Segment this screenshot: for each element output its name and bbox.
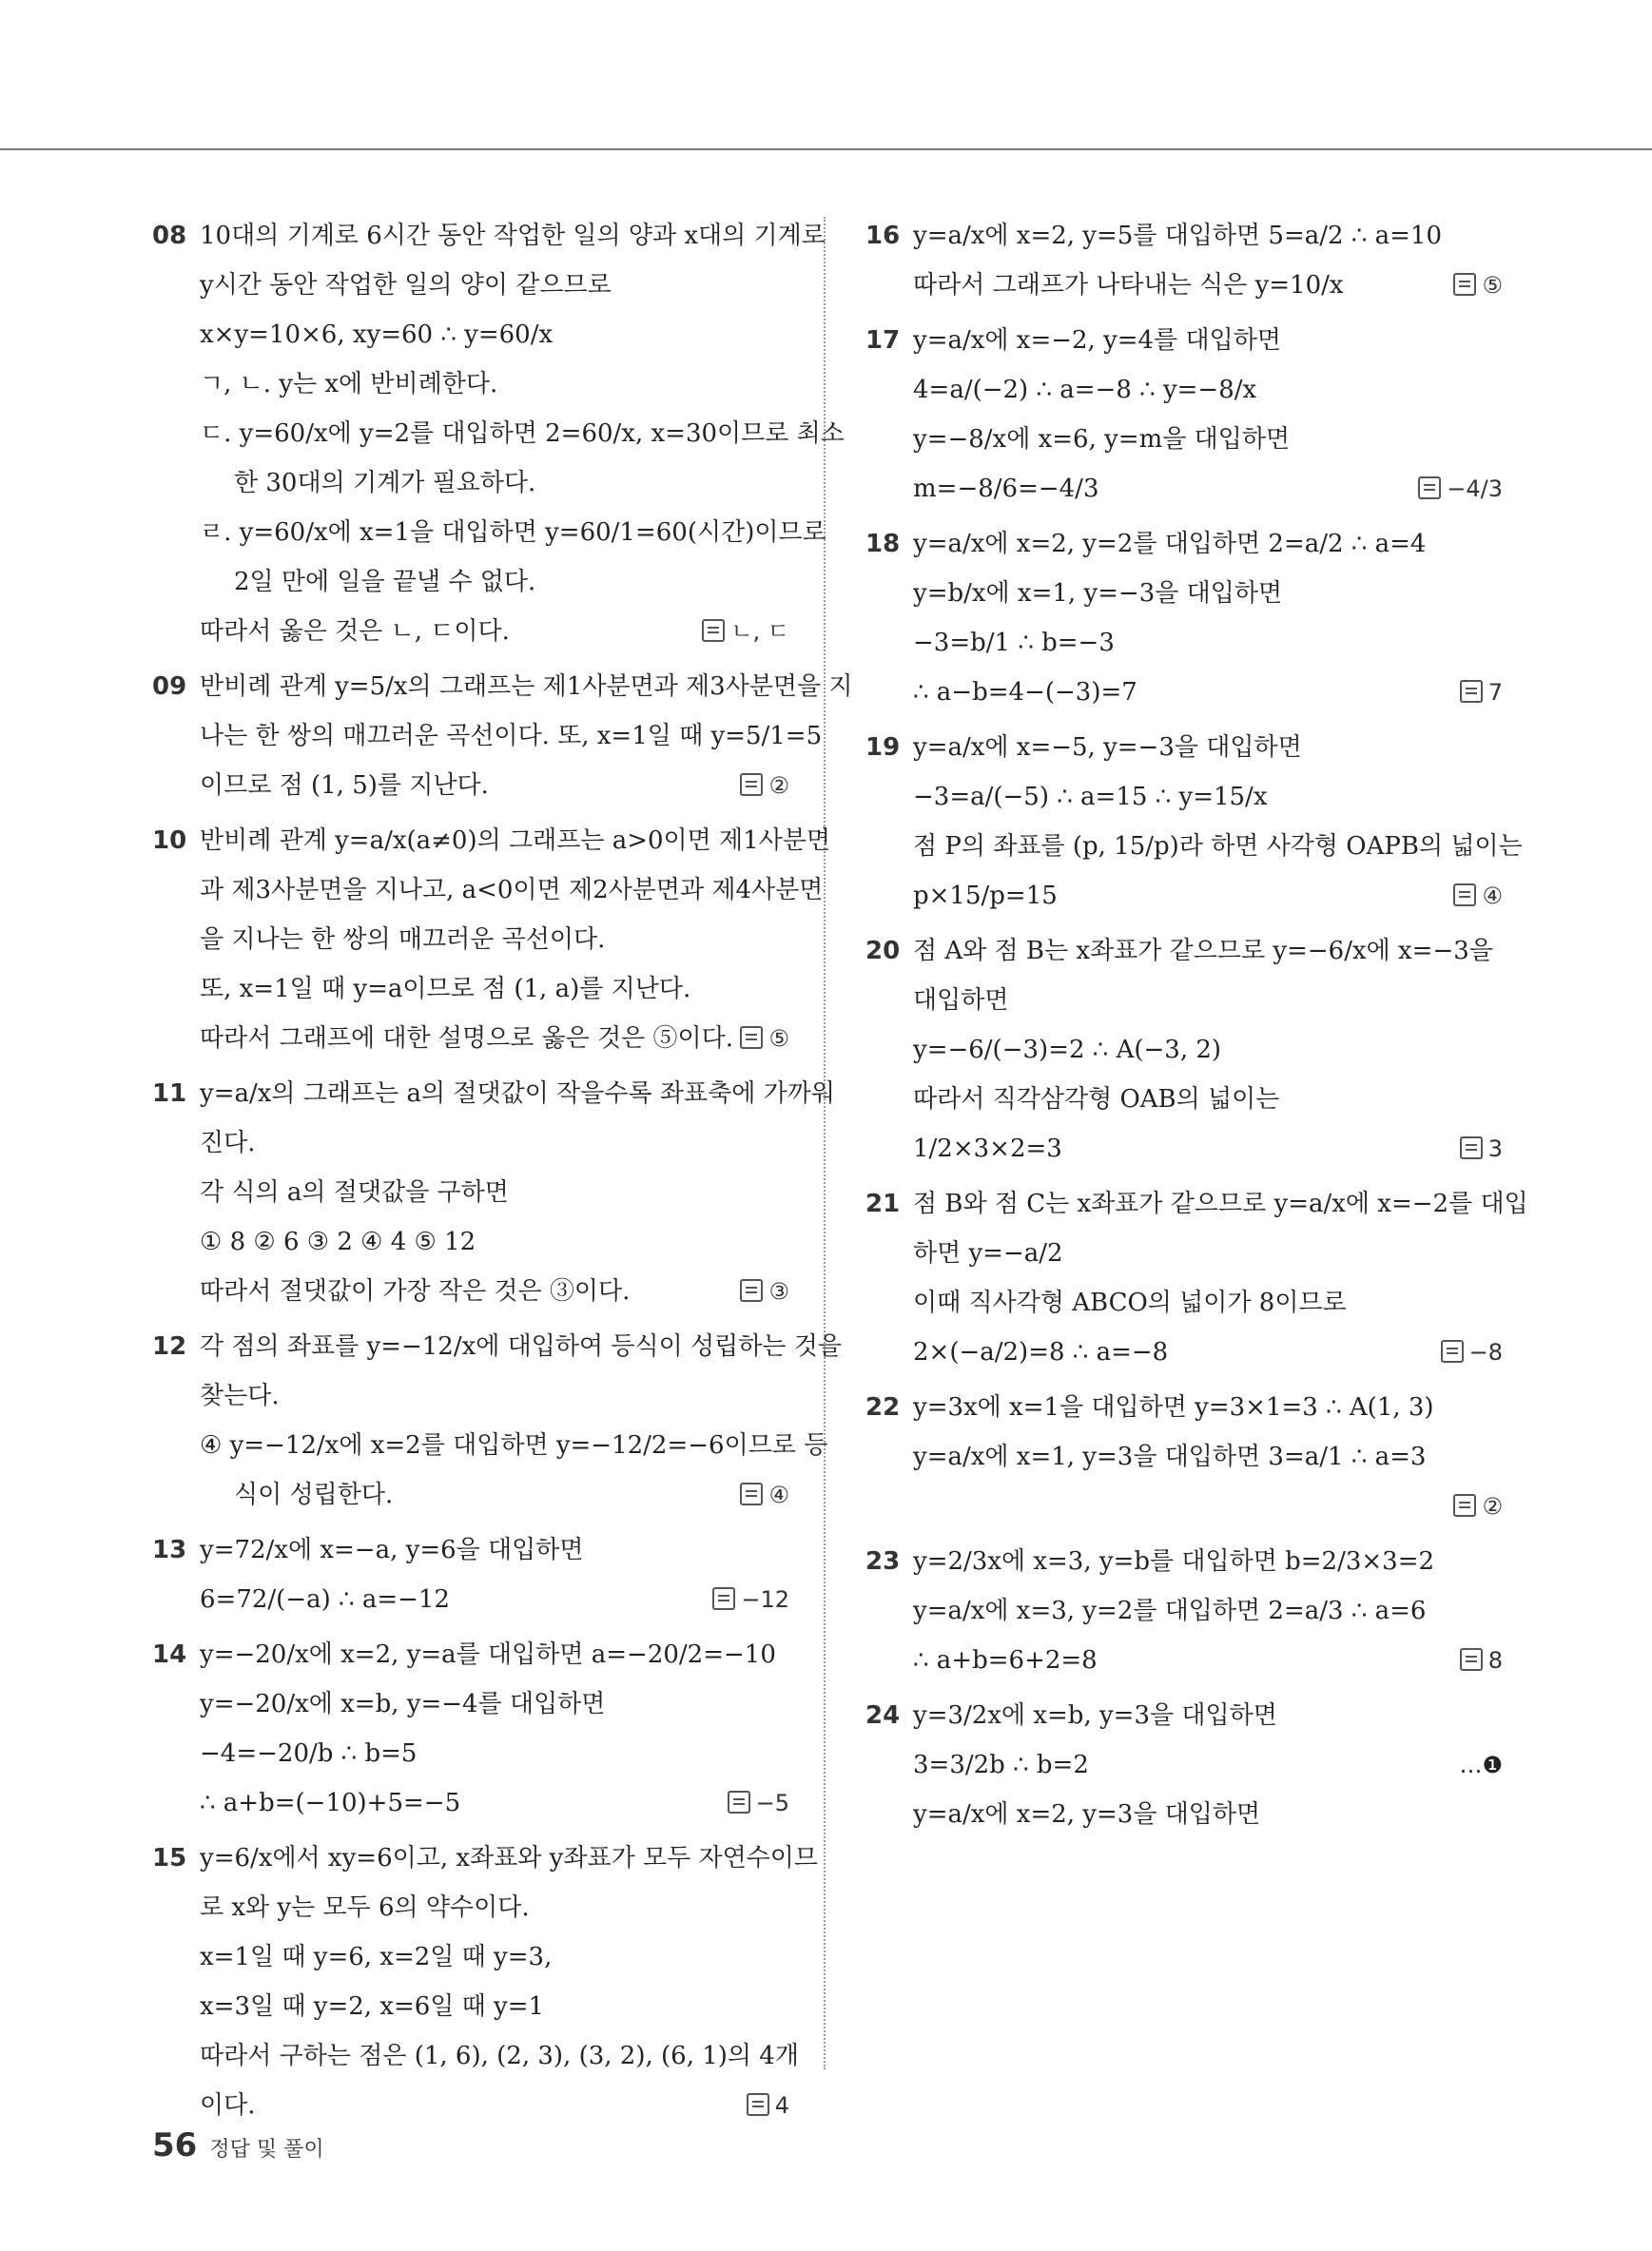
problem-20: [865, 926, 1503, 1174]
solution-line: [200, 261, 789, 310]
solution-line: [200, 816, 831, 865]
answer-icon: [1460, 1136, 1483, 1159]
answer-icon: [740, 773, 763, 796]
problem-17: [865, 316, 1503, 514]
line-text: x=3일 때 y=2, x=6일 때 y=1: [200, 1992, 545, 2021]
problem-19: [865, 723, 1523, 921]
solution-line: [200, 1883, 789, 1932]
problem-21: [865, 1179, 1528, 1377]
solution-line: [200, 1982, 789, 2031]
answer-mark: [740, 1470, 789, 1520]
answer-icon: [1441, 1340, 1464, 1363]
answer-text: ②: [768, 772, 789, 799]
line-text: y=72/x에 x=−a, y=6을 대입하면: [200, 1536, 584, 1564]
line-text: 반비례 관계 y=5/x의 그래프는 제1사분면과 제3사분면을 지: [200, 672, 853, 701]
problem-number: 09: [152, 672, 187, 701]
line-text: 이므로 점 (1, 5)를 지난다.: [200, 771, 489, 800]
answer-icon: [740, 1026, 763, 1049]
solution-line: [200, 1630, 789, 1679]
answer-icon: [1453, 273, 1476, 296]
line-text: ∴ a+b=(−10)+5=−5: [200, 1789, 461, 1817]
line-text: 찾는다.: [200, 1382, 280, 1410]
answer-text: ④: [768, 1482, 789, 1508]
problem-16: [865, 211, 1503, 310]
problem-number: 23: [865, 1547, 901, 1576]
line-text: y=a/x의 그래프는 a의 절댓값이 작을수록 좌표축에 가까워: [200, 1079, 835, 1108]
solution-line: [200, 662, 853, 711]
page-number: 56: [152, 2126, 198, 2164]
problem-number: 17: [865, 326, 901, 355]
solution-line: [913, 1075, 1503, 1124]
answer-mark: [1441, 1328, 1503, 1377]
line-text: y=3x에 x=1을 대입하면 y=3×1=3 ∴ A(1, 3): [913, 1393, 1434, 1422]
problem-number: 10: [152, 826, 187, 855]
solution-line: [913, 1124, 1503, 1174]
solution-line: [200, 359, 789, 409]
solution-line: [913, 1328, 1503, 1377]
solution-line: [200, 1421, 828, 1470]
line-text: m=−8/6=−4/3: [913, 475, 1099, 503]
line-text: 2×(−a/2)=8 ∴ a=−8: [913, 1338, 1169, 1367]
problem-14: [152, 1630, 789, 1828]
line-text: y=6/x에서 xy=6이고, x좌표와 y좌표가 모두 자연수이므: [200, 1844, 819, 1873]
problem-number: 24: [865, 1701, 901, 1730]
answer-text: ③: [768, 1278, 789, 1305]
line-text: y=a/x에 x=−5, y=−3을 대입하면: [913, 733, 1302, 762]
solution-line: [913, 464, 1503, 514]
answer-mark: [740, 761, 789, 810]
line-text: 한 30대의 기계가 필요하다.: [234, 469, 536, 497]
solution-line: [200, 1525, 789, 1575]
answer-text: 3: [1487, 1135, 1503, 1162]
line-text: y시간 동안 작업한 일의 양이 같으므로: [200, 271, 612, 300]
problem-13: [152, 1525, 789, 1624]
answer-mark: [1460, 1124, 1503, 1174]
answer-text: −8: [1468, 1339, 1503, 1366]
solution-line: [913, 926, 1503, 976]
left-column: [152, 211, 853, 2136]
solution-line: [913, 316, 1503, 365]
problem-number: 21: [865, 1190, 901, 1218]
problem-12: [152, 1322, 842, 1520]
answer-mark: [1460, 1636, 1503, 1685]
answer-text: ②: [1482, 1493, 1503, 1520]
problem-23: [865, 1537, 1503, 1685]
problem-number: 22: [865, 1393, 901, 1422]
answer-mark: [1453, 261, 1503, 310]
line-text: −3=b/1 ∴ b=−3: [913, 629, 1115, 657]
answer-text: 8: [1487, 1647, 1503, 1674]
solution-line: [200, 409, 845, 458]
line-text: x×y=10×6, xy=60 ∴ y=60/x: [200, 320, 554, 349]
line-text: ㄱ, ㄴ. y는 x에 반비례한다.: [200, 370, 498, 398]
solution-line: [913, 1537, 1503, 1586]
solution-line: [200, 1217, 789, 1267]
answer-text: ④: [1482, 883, 1503, 909]
solution-line: [913, 1691, 1503, 1740]
line-text: 대입하면: [913, 986, 1009, 1015]
line-text: x=1일 때 y=6, x=2일 때 y=3,: [200, 1943, 553, 1971]
line-text: p×15/p=15: [913, 882, 1058, 910]
solution-line: [913, 1229, 1503, 1278]
answer-icon: [1418, 476, 1441, 499]
line-text: y=−20/x에 x=2, y=a를 대입하면 a=−20/2=−10: [200, 1640, 776, 1669]
page-footer: [152, 2126, 324, 2164]
step-marker: …❶: [1459, 1752, 1503, 1778]
line-text: 따라서 직각삼각형 OAB의 넓이는: [913, 1085, 1280, 1114]
answer-mark: [712, 1575, 789, 1624]
answer-text: 7: [1487, 679, 1503, 706]
solution-line: [200, 1778, 789, 1828]
line-text: 나는 한 쌍의 매끄러운 곡선이다. 또, x=1일 때 y=5/1=5: [200, 722, 823, 750]
line-text: 또, x=1일 때 y=a이므로 점 (1, a)를 지난다.: [200, 975, 691, 1003]
answer-icon: [740, 1483, 763, 1505]
problem-18: [865, 519, 1503, 717]
line-text: y=a/x에 x=−2, y=4를 대입하면: [913, 326, 1281, 355]
answer-mark: [1453, 871, 1503, 921]
solution-line: [200, 1575, 789, 1624]
line-text: 6=72/(−a) ∴ a=−12: [200, 1585, 450, 1614]
problem-number: 14: [152, 1640, 187, 1669]
problem-10: [152, 816, 831, 1063]
line-text: ∴ a+b=6+2=8: [913, 1646, 1098, 1675]
answer-icon: [702, 619, 725, 642]
answer-text: ㄴ, ㄷ: [730, 618, 789, 645]
answer-mark: [1453, 1482, 1503, 1531]
line-text: 진다.: [200, 1129, 256, 1157]
footer-label: 정답 및 풀이: [209, 2138, 324, 2162]
line-text: y=b/x에 x=1, y=−3을 대입하면: [913, 579, 1283, 608]
solution-line: [913, 1482, 1503, 1531]
solution-line: [200, 1679, 789, 1729]
solution-line: [913, 1383, 1503, 1432]
solution-line: [200, 211, 826, 261]
solution-line: [200, 1069, 835, 1118]
line-text: 반비례 관계 y=a/x(a≠0)의 그래프는 a>0이면 제1사분면: [200, 826, 831, 855]
problem-08: [152, 211, 845, 656]
line-text: ㄹ. y=60/x에 x=1을 대입하면 y=60/1=60(시간)이므로: [200, 518, 826, 547]
answer-icon: [712, 1587, 735, 1610]
line-text: 따라서 옳은 것은 ㄴ, ㄷ이다.: [200, 617, 510, 646]
solution-line: [200, 1371, 789, 1421]
line-text: ㄷ. y=60/x에 y=2를 대입하면 2=60/x, x=30이므로 최소: [200, 419, 845, 448]
solution-line: [200, 458, 789, 508]
solution-line: [913, 569, 1503, 618]
answer-text: ⑤: [1482, 272, 1503, 299]
line-text: 식이 성립한다.: [234, 1481, 394, 1509]
solution-line: [913, 1179, 1528, 1229]
solution-line: [913, 822, 1523, 871]
answer-icon: [728, 1791, 750, 1814]
solution-line: [913, 211, 1503, 261]
line-text: 1/2×3×2=3: [913, 1135, 1062, 1163]
solution-line: [913, 618, 1503, 668]
line-text: y=a/x에 x=1, y=3을 대입하면 3=a/1 ∴ a=3: [913, 1443, 1427, 1471]
line-text: 따라서 그래프에 대한 설명으로 옳은 것은 ⑤이다.: [200, 1024, 734, 1053]
solution-line: [200, 1729, 789, 1778]
line-text: 3=3/2b ∴ b=2: [913, 1751, 1089, 1779]
line-text: y=−20/x에 x=b, y=−4를 대입하면: [200, 1690, 606, 1718]
solution-line: [913, 772, 1503, 822]
answer-mark: [747, 2081, 789, 2130]
solution-line: [913, 1025, 1503, 1075]
problem-09: [152, 662, 853, 810]
answer-mark: [702, 607, 789, 656]
solution-line: [200, 1834, 819, 1883]
line-text: y=2/3x에 x=3, y=b를 대입하면 b=2/3×3=2: [913, 1547, 1435, 1576]
solution-line: [200, 310, 789, 359]
problem-number: 19: [865, 733, 901, 762]
problem-number: 20: [865, 937, 901, 965]
solution-line: [913, 519, 1503, 569]
line-text: y=a/x에 x=2, y=3을 대입하면: [913, 1800, 1261, 1829]
solution-line: [200, 1267, 789, 1316]
answer-text: ⑤: [768, 1025, 789, 1052]
solution-line: [200, 557, 789, 607]
answer-mark: [1460, 668, 1503, 717]
problem-number: 08: [152, 222, 187, 250]
problem-number: 18: [865, 530, 901, 558]
problem-number: 12: [152, 1332, 187, 1361]
answer-icon: [747, 2093, 769, 2116]
solution-line: [200, 711, 823, 761]
solution-line: [200, 1168, 789, 1217]
answer-mark: [728, 1778, 789, 1828]
answer-mark: [740, 1267, 789, 1316]
line-text: y=−8/x에 x=6, y=m을 대입하면: [913, 425, 1291, 454]
solution-line: [913, 1432, 1503, 1482]
problem-number: 15: [152, 1844, 187, 1873]
line-text: −4=−20/b ∴ b=5: [200, 1739, 418, 1768]
solution-line: [200, 508, 826, 557]
solution-line: [200, 1118, 789, 1168]
line-text: 따라서 구하는 점은 (1, 6), (2, 3), (3, 2), (6, 1)의 4개: [200, 2042, 799, 2070]
solution-line: [913, 1636, 1503, 1685]
solution-line: [913, 723, 1503, 772]
right-column: [865, 211, 1528, 1845]
line-text: 10대의 기계로 6시간 동안 작업한 일의 양과 x대의 기계로: [200, 222, 826, 250]
line-text: y=−6/(−3)=2 ∴ A(−3, 2): [913, 1036, 1222, 1064]
line-text: y=a/x에 x=3, y=2를 대입하면 2=a/3 ∴ a=6: [913, 1597, 1427, 1625]
line-text: 점 A와 점 B는 x좌표가 같으므로 y=−6/x에 x=−3을: [913, 937, 1493, 965]
solution-line: [913, 365, 1503, 415]
line-text: 각 식의 a의 절댓값을 구하면: [200, 1178, 509, 1207]
answer-icon: [740, 1279, 763, 1302]
answer-mark: [740, 1014, 789, 1063]
solution-line: [913, 261, 1503, 310]
solution-line: [913, 1278, 1503, 1328]
line-text: 과 제3사분면을 지나고, a<0이면 제2사분면과 제4사분면: [200, 876, 824, 904]
line-text: 하면 y=−a/2: [913, 1239, 1063, 1268]
line-text: y=3/2x에 x=b, y=3을 대입하면: [913, 1701, 1277, 1730]
line-text: 이때 직사각형 ABCO의 넓이가 8이므로: [913, 1289, 1347, 1317]
line-text: ④ y=−12/x에 x=2를 대입하면 y=−12/2=−6이므로 등: [200, 1431, 828, 1460]
line-text: 을 지나는 한 쌍의 매끄러운 곡선이다.: [200, 925, 606, 954]
line-text: 따라서 절댓값이 가장 작은 것은 ③이다.: [200, 1277, 631, 1306]
answer-text: −5: [755, 1790, 789, 1816]
solution-line: [200, 1014, 789, 1063]
line-text: 2일 만에 일을 끝낼 수 없다.: [234, 568, 536, 596]
line-text: 4=a/(−2) ∴ a=−8 ∴ y=−8/x: [913, 376, 1257, 404]
problem-15: [152, 1834, 819, 2130]
solution-line: [200, 2031, 799, 2081]
line-text: 각 점의 좌표를 y=−12/x에 대입하여 등식이 성립하는 것을: [200, 1332, 842, 1361]
line-text: 점 P의 좌표를 (p, 15/p)라 하면 사각형 OAPB의 넓이는: [913, 832, 1523, 861]
line-text: −3=a/(−5) ∴ a=15 ∴ y=15/x: [913, 783, 1268, 811]
answer-icon: [1453, 883, 1476, 906]
problem-number: 16: [865, 222, 901, 250]
solution-line: [913, 415, 1503, 464]
line-text: ① 8 ② 6 ③ 2 ④ 4 ⑤ 12: [200, 1228, 476, 1256]
answer-mark: [1418, 464, 1503, 514]
problem-number: 13: [152, 1536, 187, 1564]
answer-icon: [1453, 1494, 1476, 1517]
answer-text: 4: [774, 2092, 789, 2119]
solution-line: [200, 865, 824, 915]
solution-line: [913, 1586, 1503, 1636]
top-rule: [0, 148, 1652, 150]
problem-11: [152, 1069, 835, 1316]
line-text: ∴ a−b=4−(−3)=7: [913, 678, 1137, 707]
answer-text: −12: [741, 1586, 789, 1613]
solution-line: [913, 1790, 1503, 1839]
solution-line: [200, 2081, 789, 2130]
answer-icon: [1460, 1648, 1483, 1671]
problem-22: [865, 1383, 1503, 1531]
line-text: y=a/x에 x=2, y=5를 대입하면 5=a/2 ∴ a=10: [913, 222, 1442, 250]
problem-number: 11: [152, 1079, 187, 1108]
solution-line: [200, 964, 789, 1014]
line-text: 로 x와 y는 모두 6의 약수이다.: [200, 1893, 530, 1922]
solution-line: [913, 1740, 1503, 1790]
line-text: 점 B와 점 C는 x좌표가 같으므로 y=a/x에 x=−2를 대입: [913, 1190, 1528, 1218]
solution-line: [200, 761, 789, 810]
line-text: 따라서 그래프가 나타내는 식은 y=10/x: [913, 271, 1344, 300]
solution-line: [200, 915, 789, 964]
solution-line: [913, 871, 1503, 921]
column-divider: [824, 217, 826, 2069]
solution-line: [913, 668, 1503, 717]
solution-line: [200, 607, 789, 656]
answer-icon: [1460, 680, 1483, 703]
solution-line: [200, 1470, 789, 1520]
solution-line: [200, 1322, 842, 1371]
solution-line: [200, 1932, 789, 1982]
problem-24: [865, 1691, 1503, 1839]
solution-line: [913, 976, 1503, 1025]
line-text: y=a/x에 x=2, y=2를 대입하면 2=a/2 ∴ a=4: [913, 530, 1427, 558]
answer-text: −4/3: [1447, 475, 1503, 502]
line-text: 이다.: [200, 2091, 256, 2120]
